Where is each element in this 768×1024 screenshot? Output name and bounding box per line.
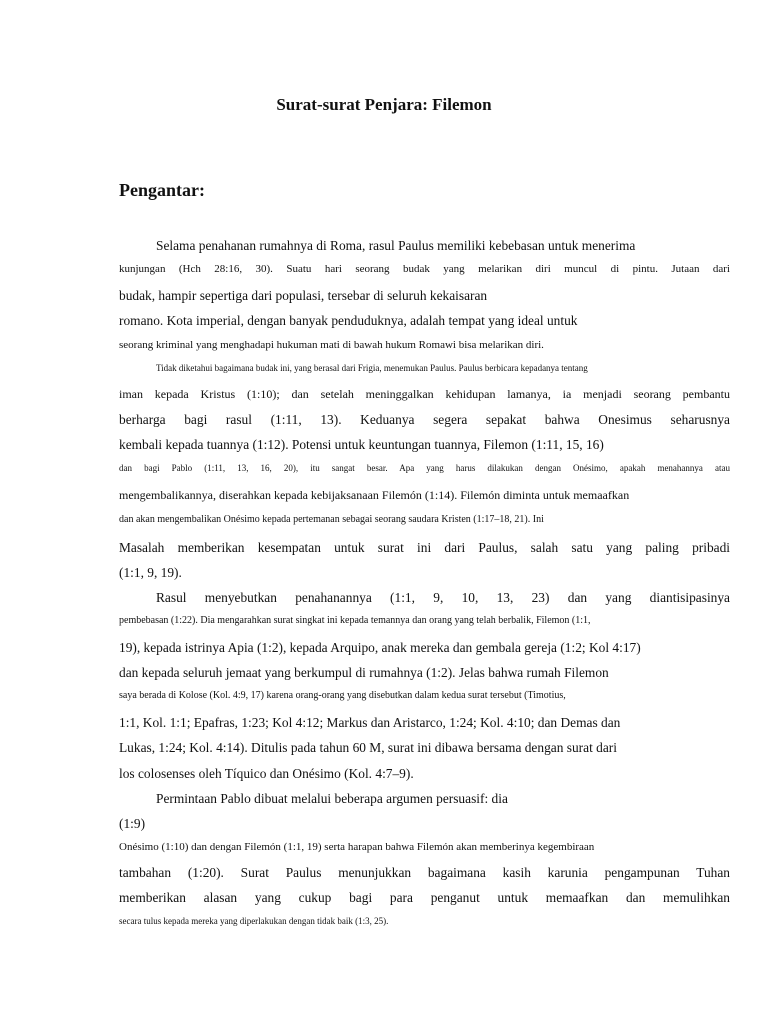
text-line-13: Masalah memberikan kesempatan untuk surat ini dari Paulus, salah satu yang paling pribadi (119, 540, 730, 555)
text-line-11: mengembalikannya, diserahkan kepada kebijaksanaan Filemón (1:14). Filemón diminta untuk memaafkan (119, 488, 630, 502)
text-line-20: 1:1, Kol. 1:1; Epafras, 1:23; Kol 4:12; Markus dan Aristarco, 1:24; Kol. 4:10; dan Demas dan (119, 715, 621, 730)
text-line-12: dan akan mengembalikan Onésimo kepada pertemanan sebagai seorang saudara Kristen (1:17–18, 21). Ini (119, 514, 544, 525)
text-line-9: kembali kepada tuannya (1:12). Potensi untuk keuntungan tuannya, Filemon (1:11, 15, 16) (119, 437, 604, 452)
text-line-2: kunjungan (Hch 28:16, 30). Suatu hari seorang budak yang melarikan diri muncul di pintu. Jutaan dari (119, 263, 730, 275)
text-line-16: pembebasan (1:22). Dia mengarahkan surat singkat ini kepada temannya dan orang yang telah berbalik, Filemon (1:1, (119, 615, 591, 626)
text-line-22: los colosenses oleh Tíquico dan Onésimo (Kol. 4:7–9). (119, 766, 414, 781)
text-line-5: seorang kriminal yang menghadapi hukuman mati di bawah hukum Romawi bisa melarikan diri. (119, 339, 544, 351)
text-line-23: Permintaan Pablo dibuat melalui beberapa argumen persuasif: dia (156, 791, 508, 806)
document-title: Surat-surat Penjara: Filemon (276, 95, 492, 114)
text-line-7: iman kepada Kristus (1:10); dan setelah meninggalkan kehidupan lamanya, ia menjadi seorang pembantu (119, 387, 730, 401)
text-line-25: Onésimo (1:10) dan dengan Filemón (1:1, 19) serta harapan bahwa Filemón akan memberinya kegembiraan (119, 841, 595, 853)
text-line-4: romano. Kota imperial, dengan banyak penduduknya, adalah tempat yang ideal untuk (119, 313, 578, 328)
text-line-24: (1:9) (119, 816, 146, 831)
text-line-28: secara tulus kepada mereka yang diperlakukan dengan tidak baik (1:3, 25). (119, 916, 389, 926)
text-line-6: Tidak diketahui bagaimana budak ini, yang berasal dari Frigia, menemukan Paulus. Paulus berbicara kepadanya tentang (156, 363, 588, 373)
text-line-10: dan bagi Pablo (1:11, 13, 16, 20), itu sangat besar. Apa yang harus dilakukan dengan Onésimo, apakah menahannya atau (119, 463, 730, 473)
text-line-17: 19), kepada istrinya Apia (1:2), kepada Arquipo, anak mereka dan gembala gereja (1:2; Kol 4:17) (119, 640, 641, 655)
text-line-8: berharga bagi rasul (1:11, 13). Keduanya segera sepakat bahwa Onesimus seharusnya (119, 412, 730, 427)
text-line-26: tambahan (1:20). Surat Paulus menunjukkan bagaimana kasih karunia pengampunan Tuhan (119, 865, 730, 880)
section-heading: Pengantar: (119, 180, 205, 200)
text-line-21: Lukas, 1:24; Kol. 4:14). Ditulis pada tahun 60 M, surat ini dibawa bersama dengan surat dari (119, 740, 617, 755)
text-line-15: Rasul menyebutkan penahanannya (1:1, 9, 10, 13, 23) dan yang diantisipasinya (156, 590, 730, 605)
text-line-14: (1:1, 9, 19). (119, 565, 182, 580)
text-line-18: dan kepada seluruh jemaat yang berkumpul di rumahnya (1:2). Jelas bahwa rumah Filemon (119, 665, 609, 680)
text-line-3: budak, hampir sepertiga dari populasi, tersebar di seluruh kekaisaran (119, 288, 488, 303)
text-line-19: saya berada di Kolose (Kol. 4:9, 17) karena orang-orang yang disebutkan dalam kedua surat tersebut (Timotius, (119, 690, 566, 701)
text-line-1: Selama penahanan rumahnya di Roma, rasul Paulus memiliki kebebasan untuk menerima (156, 238, 636, 253)
text-line-27: memberikan alasan yang cukup bagi para penganut untuk memaafkan dan memulihkan (119, 890, 730, 905)
